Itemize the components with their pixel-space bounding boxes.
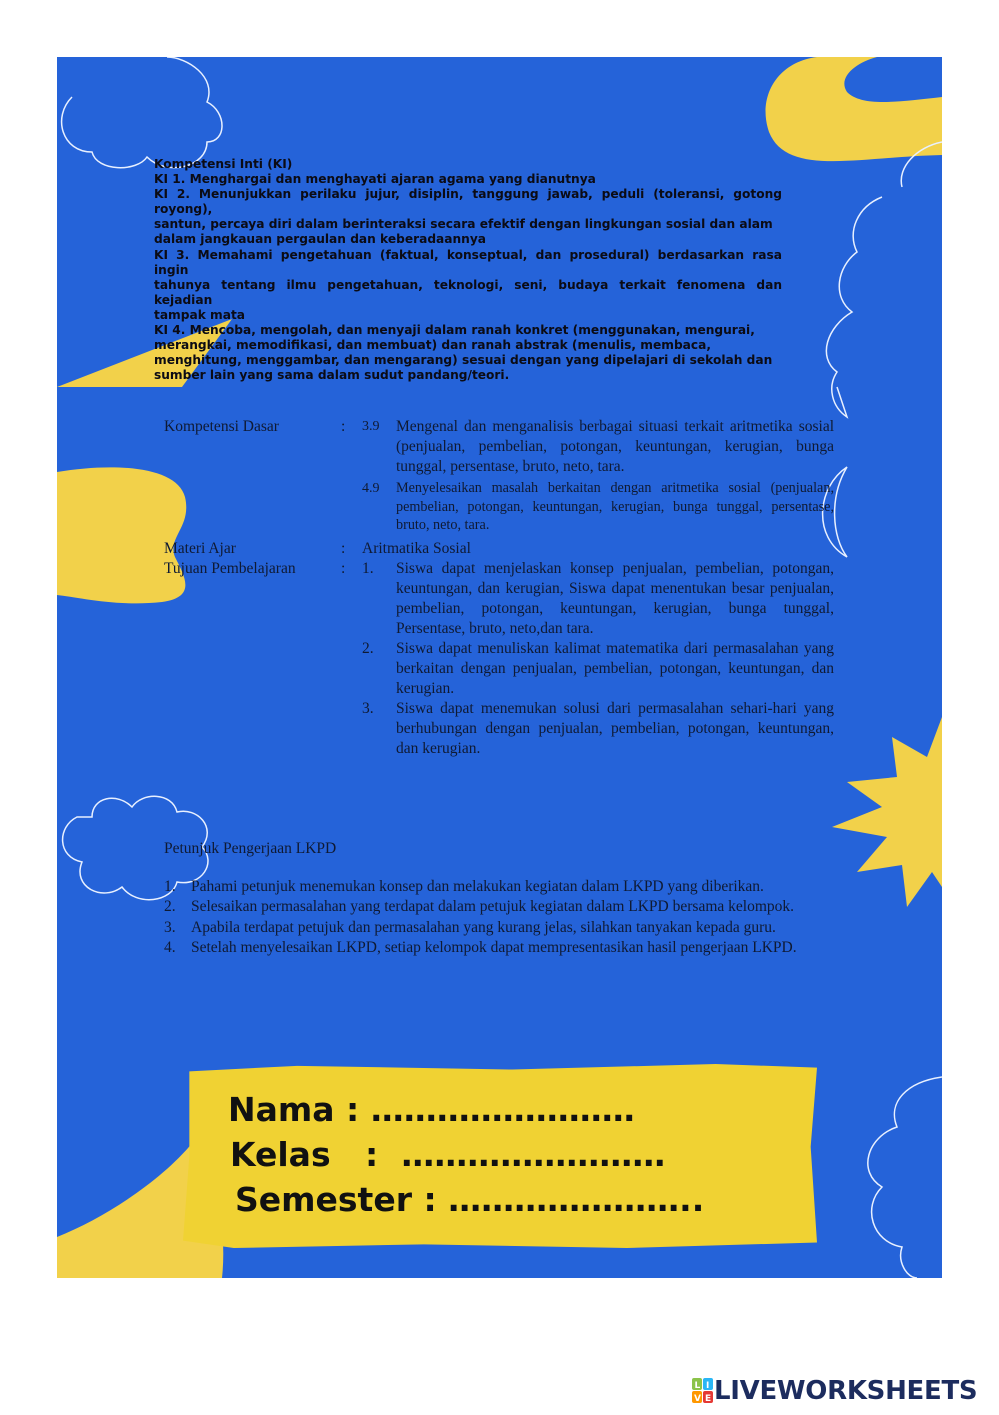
petunjuk-text: Apabila terdapat petujuk dan permasalahan yang kurang jelas, silahkan tanyakan kepada guru. (191, 918, 776, 936)
yellow-swoosh (766, 57, 942, 161)
ki-line: KI 4. Mencoba, mengolah, dan menyaji dalam ranah konkret (menggunakan, mengurai, (154, 323, 755, 338)
materi-colon: : (341, 539, 346, 557)
svg-text:V: V (694, 1394, 701, 1404)
tujuan-row-3 (164, 699, 834, 759)
kd-text: Mengenal dan menganalisis berbagai situasi terkait aritmetika sosial (penjualan, pembelian, potongan, keuntungan, kerugian, bunga tunggal, persentase, bruto, neto, tara. (396, 418, 834, 475)
petunjuk-number: 3. (164, 918, 176, 936)
petunjuk-text: Setelah menyelesaikan LKPD, setiap kelompok dapat mempresentasikan hasil pengerjaan LKPD. (191, 939, 797, 956)
svg-text:L: L (694, 1381, 701, 1391)
ki-line: merangkai, memodifikasi, dan membuat) dan ranah abstrak (menulis, membaca, (154, 338, 711, 353)
materi-value: Aritmatika Sosial (362, 539, 471, 557)
ki-line: KI 2. Menunjukkan perilaku jujur, disiplin, tanggung jawab, peduli (toleransi, gotong royong), (154, 187, 782, 217)
yellow-sun (832, 717, 942, 907)
squiggle-outline-bottom (868, 1077, 942, 1278)
materi-row (164, 539, 834, 559)
petunjuk-number: 1. (164, 877, 176, 895)
tujuan-row-1 (164, 559, 834, 639)
ki-line: tahunya tentang ilmu pengetahuan, teknologi, seni, budaya terkait fenomena dan kejadian (154, 277, 782, 307)
materi-label: Materi Ajar (164, 539, 236, 557)
petunjuk-text: Pahami petunjuk menemukan konsep dan melakukan kegiatan dalam LKPD yang diberikan. (191, 877, 764, 895)
svg-text:I: I (706, 1381, 710, 1391)
svg-text:E: E (705, 1394, 712, 1404)
tujuan-number: 3. (362, 699, 374, 717)
cloud-outline-top (62, 57, 222, 168)
tujuan-number: 2. (362, 639, 374, 657)
petunjuk-number: 4. (164, 939, 176, 956)
ki-line: santun, percaya diri dalam berinteraksi secara efektif dengan lingkungan sosial dan alam (154, 217, 773, 232)
kd-text: Menyelesaikan masalah berkaitan dengan aritmetika sosial (penjualan, pembelian, potongan, keuntungan, kerugian, bunga tunggal, persentase, bruto, neto, tara. (396, 480, 834, 533)
liveworksheets-logo-icon (692, 1378, 714, 1404)
petunjuk-item (164, 877, 834, 898)
nama-field[interactable]: Nama : …………………… (228, 1090, 635, 1129)
petunjuk-title: Petunjuk Pengerjaan LKPD (164, 840, 337, 857)
petunjuk-text: Selesaikan permasalahan yang terdapat dalam petujuk kegiatan dalam LKPD bersama kelompok. (191, 898, 795, 915)
kd-number: 4.9 (362, 481, 380, 496)
tujuan-label: Tujuan Pembelajaran (164, 559, 296, 577)
squiggle-outline-right (826, 197, 882, 417)
ki-line: Kompetensi Inti (KI) (154, 157, 293, 171)
ki-line: sumber lain yang sama dalam sudut pandang/teori. (154, 368, 510, 383)
petunjuk-item (164, 938, 834, 959)
ki-line: menghitung, menggambar, dan mengarang) sesuai dengan yang dipelajari di sekolah dan (154, 353, 773, 368)
kd-number: 3.9 (362, 419, 380, 434)
kd-label: Kompetensi Dasar (164, 418, 279, 435)
kd-colon: : (341, 418, 346, 435)
semester-field[interactable]: Semester : ………………….. (235, 1180, 705, 1219)
ki-line: tampak mata (154, 307, 246, 322)
tujuan-colon: : (341, 559, 346, 577)
petunjuk-item (164, 918, 834, 939)
ki-line: KI 3. Memahami pengetahuan (faktual, konseptual, dan prosedural) berdasarkan rasa ingin (154, 247, 782, 277)
tujuan-number: 1. (362, 559, 374, 577)
kompetensi-inti-block (154, 157, 782, 383)
ki-line: dalam jangkauan pergaulan dan keberadaannya (154, 232, 487, 247)
kelas-field[interactable]: Kelas : …………………… (230, 1135, 666, 1174)
tujuan-row-2 (164, 639, 834, 699)
ki-line: KI 1. Menghargai dan menghayati ajaran agama yang dianutnya (154, 172, 596, 187)
petunjuk-block (164, 839, 834, 959)
kompetensi-dasar-block (164, 417, 834, 759)
liveworksheets-wordmark: LIVEWORKSHEETS (714, 1376, 978, 1406)
liveworksheets-logo[interactable] (692, 1374, 977, 1408)
tujuan-text: Siswa dapat menemukan solusi dari permasalahan sehari-hari yang berhubungan dengan penjualan, pembelian, potongan, keuntungan, dan kerugian. (396, 699, 834, 757)
tujuan-text: Siswa dapat menjelaskan konsep penjualan, pembelian, potongan, keuntungan, dan kerugian, Siswa dapat menentukan besar penjualan, pembelian, potongan, keuntungan, kerugian, bunga tunggal, Persentase, bruto, neto,dan tara. (396, 559, 834, 637)
petunjuk-item (164, 897, 834, 918)
kd-row-39 (164, 417, 834, 477)
tujuan-text: Siswa dapat menuliskan kalimat matematika dari permasalahan yang berkaitan dengan penjualan, pembelian, potongan, keuntungan, dan kerugian. (396, 639, 834, 697)
petunjuk-number: 2. (164, 898, 176, 915)
worksheet-page (57, 57, 942, 1278)
kd-row-49 (164, 479, 834, 535)
